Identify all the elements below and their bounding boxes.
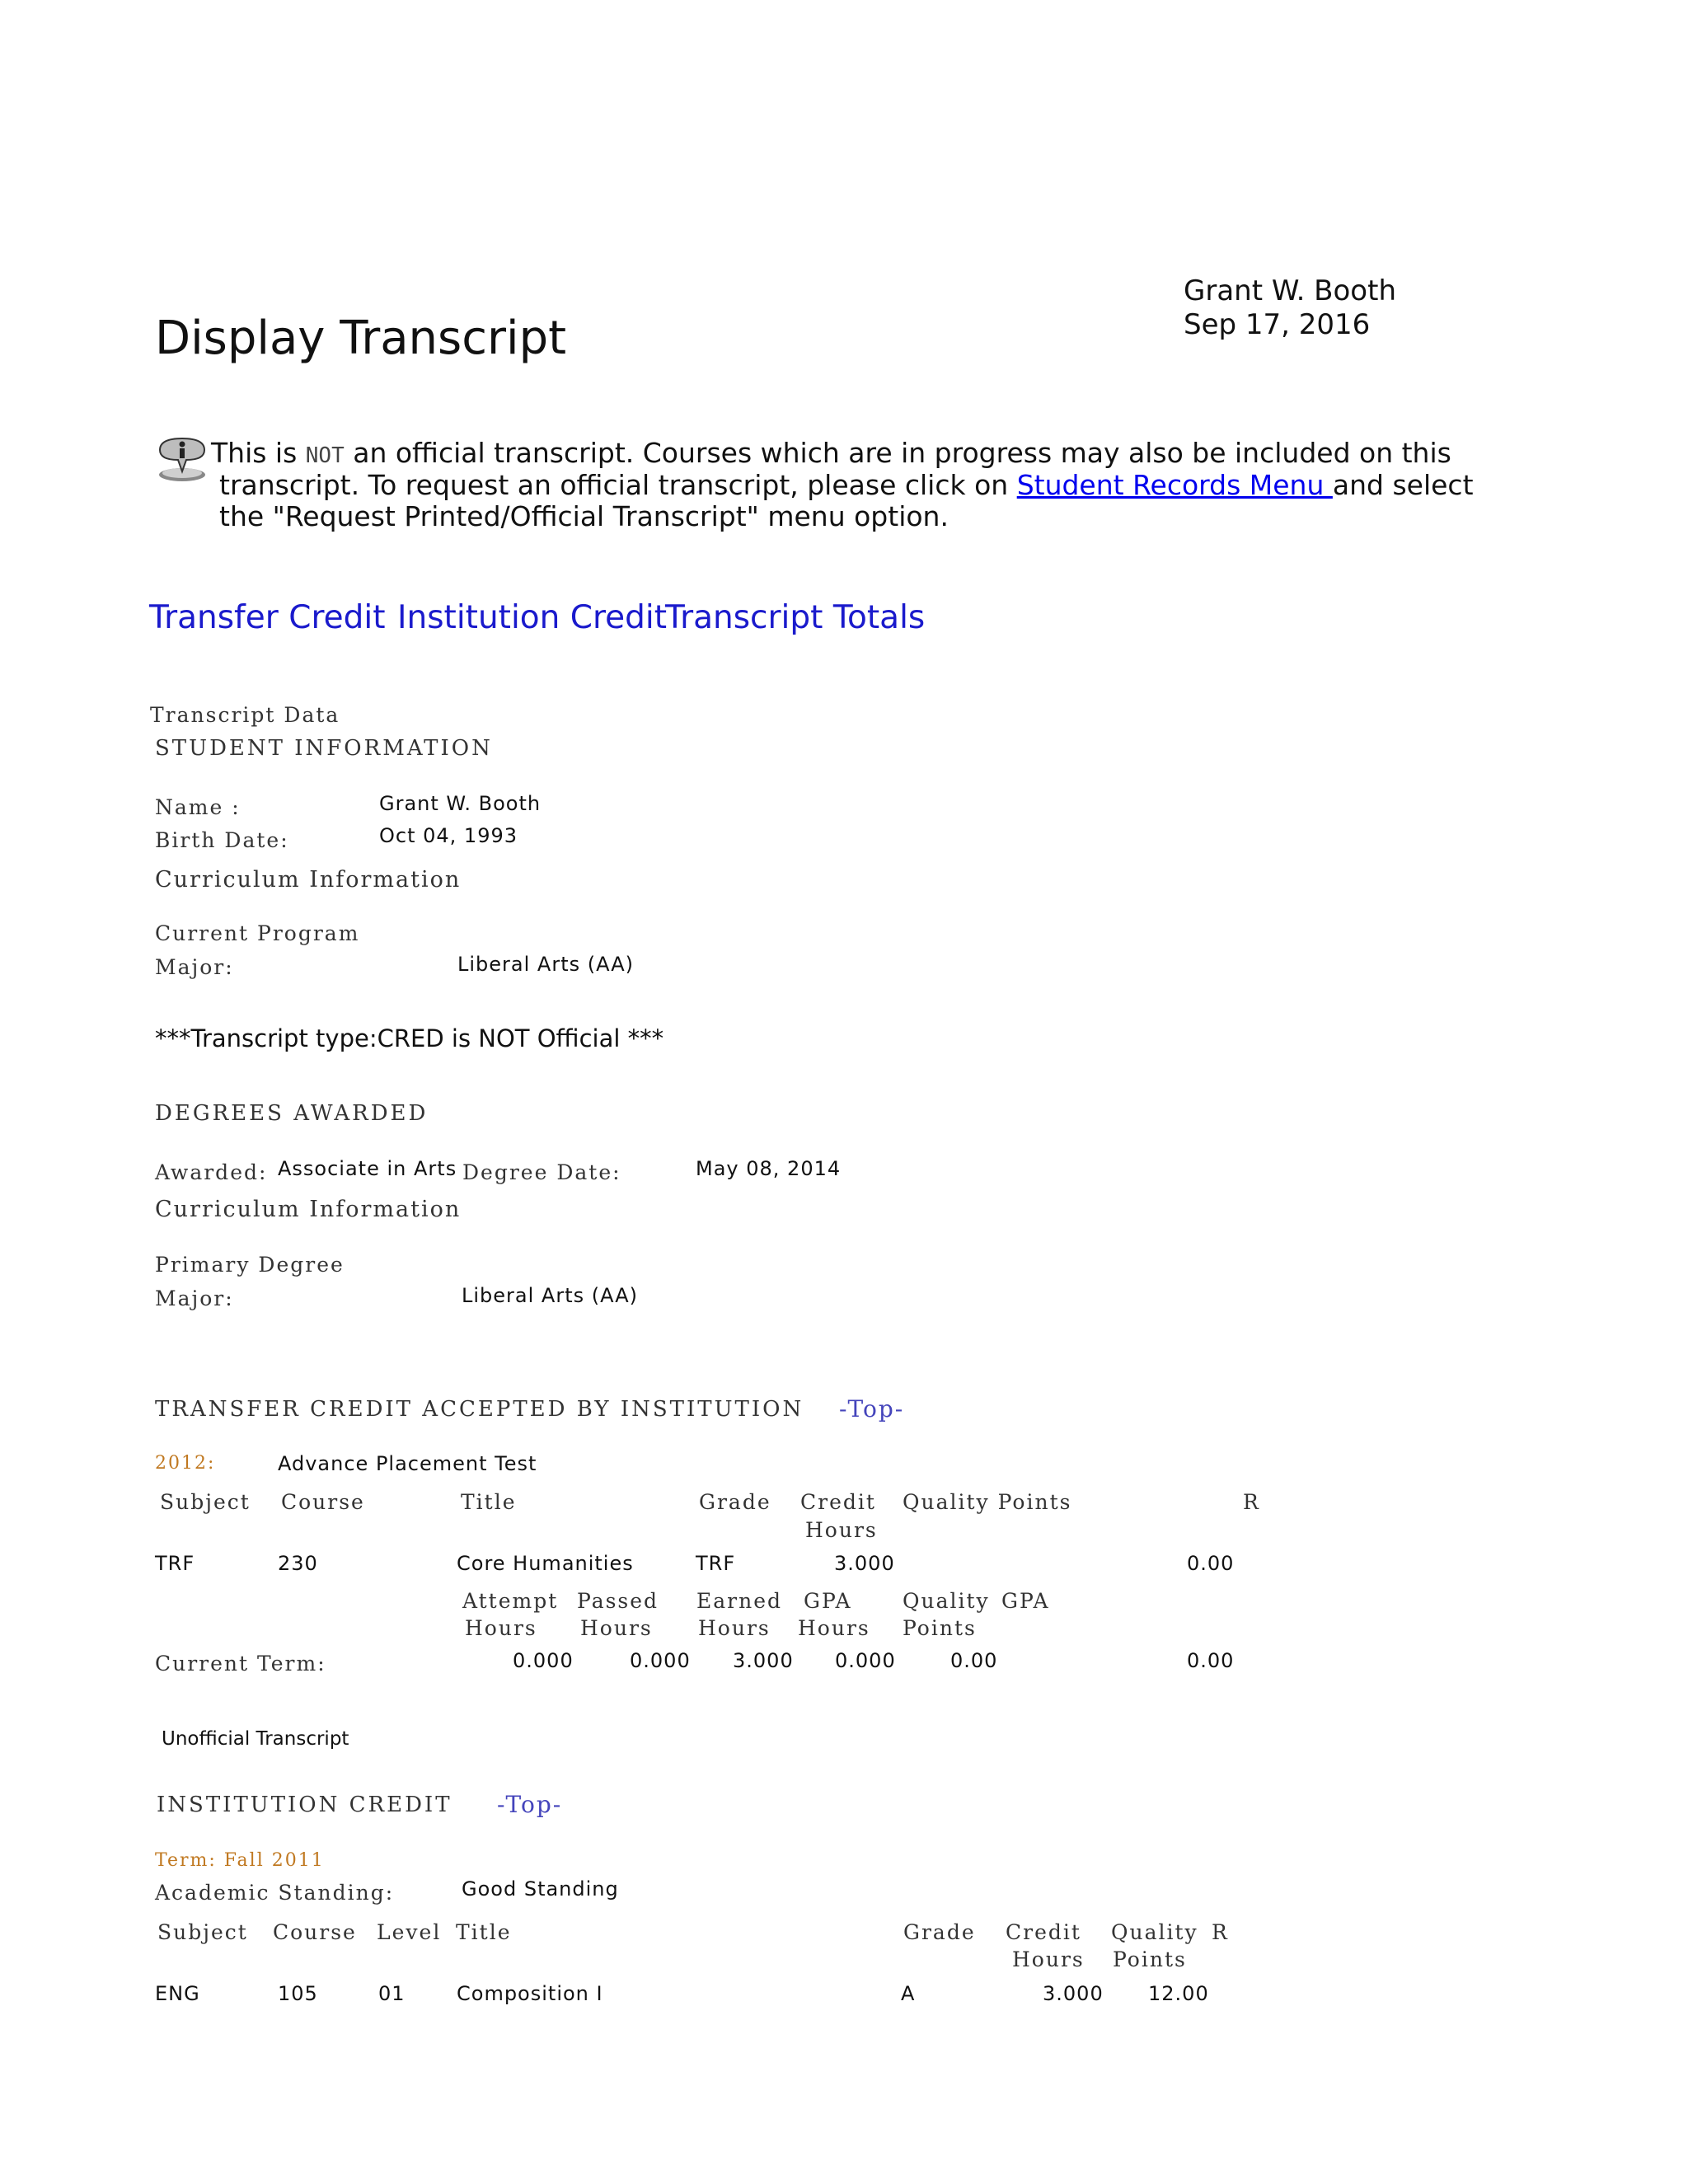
student-records-menu-link[interactable]: Student Records Menu xyxy=(1016,469,1333,501)
notice-text: and select xyxy=(1332,469,1474,501)
col-title: Title xyxy=(461,1490,517,1514)
curriculum-info-label: Curriculum Information xyxy=(155,867,462,893)
current-term-attempt: 0.000 xyxy=(513,1649,574,1672)
transcript-totals-link[interactable]: Transcript Totals xyxy=(665,599,926,636)
col-grade: Grade xyxy=(699,1490,771,1514)
totals-col-attempt: Attempt xyxy=(462,1589,559,1613)
institution-credit-link[interactable]: Institution Credit xyxy=(397,599,668,636)
header-date: Sep 17, 2016 xyxy=(1184,308,1371,341)
inst-col-r: R xyxy=(1212,1920,1229,1944)
user-name: Grant W. Booth xyxy=(1184,274,1396,307)
transfer-source: Advance Placement Test xyxy=(278,1452,537,1475)
degrees-awarded-heading: DEGREES AWARDED xyxy=(155,1101,429,1126)
awarded-label: Awarded: xyxy=(155,1160,268,1184)
totals-col-hours-2: Hours xyxy=(580,1616,653,1640)
inst-row-course: 105 xyxy=(278,1982,318,2005)
birth-date-label: Birth Date: xyxy=(155,828,289,852)
notice-text: This is xyxy=(211,437,306,469)
transcript-data-label: Transcript Data xyxy=(150,703,340,727)
inst-row-grade: A xyxy=(901,1982,916,2005)
name-label: Name : xyxy=(155,795,241,819)
primary-degree-label: Primary Degree xyxy=(155,1253,345,1277)
current-term-gpa-hours: 0.000 xyxy=(835,1649,896,1672)
major-label: Major: xyxy=(155,955,234,979)
col-quality-points: Quality Points xyxy=(903,1490,1072,1514)
institution-credit-heading: INSTITUTION CREDIT xyxy=(157,1793,452,1817)
info-icon xyxy=(155,435,209,488)
inst-row-level: 01 xyxy=(378,1982,406,2005)
academic-standing-value: Good Standing xyxy=(462,1877,619,1900)
inst-row-subject: ENG xyxy=(155,1982,200,2005)
major-value: Liberal Arts (AA) xyxy=(457,953,634,976)
inst-row-title: Composition I xyxy=(457,1982,603,2005)
unofficial-transcript-label: Unofficial Transcript xyxy=(162,1728,349,1750)
col-r: R xyxy=(1243,1490,1260,1514)
inst-col-level: Level xyxy=(377,1920,442,1944)
transfer-row-subject: TRF xyxy=(155,1552,195,1575)
inst-col-title: Title xyxy=(456,1920,512,1944)
col-credit: Credit xyxy=(800,1490,876,1514)
totals-col-gpa-2: GPA xyxy=(1001,1589,1050,1613)
col-course: Course xyxy=(281,1490,365,1514)
col-subject: Subject xyxy=(160,1490,251,1514)
col-hours: Hours xyxy=(805,1518,878,1542)
totals-col-gpa: GPA xyxy=(804,1589,852,1613)
not-emphasis: NOT xyxy=(305,443,345,468)
current-term-passed: 0.000 xyxy=(630,1649,691,1672)
notice-text: transcript. To request an official transcript, please click on xyxy=(219,469,1017,501)
student-info-heading: STUDENT INFORMATION xyxy=(155,736,493,761)
birth-date-value: Oct 04, 1993 xyxy=(379,824,518,847)
inst-col-course: Course xyxy=(273,1920,357,1944)
current-term-earned: 3.000 xyxy=(733,1649,794,1672)
awarded-value: Associate in Arts xyxy=(278,1157,457,1180)
degree-date-value: May 08, 2014 xyxy=(696,1157,842,1180)
name-value: Grant W. Booth xyxy=(379,792,542,815)
transfer-row-title: Core Humanities xyxy=(457,1552,634,1575)
notice-line-1 xyxy=(211,438,1451,471)
totals-col-points: Points xyxy=(903,1616,977,1640)
degree-major-label: Major: xyxy=(155,1286,234,1310)
transfer-year: 2012: xyxy=(155,1453,216,1474)
totals-col-hours-1: Hours xyxy=(465,1616,537,1640)
inst-col-hours: Hours xyxy=(1012,1947,1085,1971)
totals-col-passed: Passed xyxy=(577,1589,659,1613)
inst-row-credit-hours: 3.000 xyxy=(1043,1982,1104,2005)
transfer-credit-link[interactable]: Transfer Credit xyxy=(149,599,386,636)
current-term-quality-points: 0.00 xyxy=(950,1649,998,1672)
transfer-credit-heading: TRANSFER CREDIT ACCEPTED BY INSTITUTION xyxy=(155,1397,804,1422)
inst-col-subject: Subject xyxy=(157,1920,248,1944)
transfer-row-credit-hours: 3.000 xyxy=(834,1552,895,1575)
transcript-type-notice: ***Transcript type:CRED is NOT Official *** xyxy=(155,1024,664,1052)
notice-line-2 xyxy=(219,470,1474,501)
totals-col-hours-3: Hours xyxy=(698,1616,771,1640)
transfer-row-grade: TRF xyxy=(696,1552,736,1575)
transfer-row-course: 230 xyxy=(278,1552,318,1575)
notice-text: an official transcript. Courses which are in progress may also be included on this xyxy=(344,437,1451,469)
transfer-row-quality-points: 0.00 xyxy=(1187,1552,1235,1575)
notice-line-3: the "Request Printed/Official Transcript" menu option. xyxy=(219,500,949,532)
inst-col-grade: Grade xyxy=(903,1920,976,1944)
inst-col-quality: Quality xyxy=(1111,1920,1198,1944)
current-term-gpa: 0.00 xyxy=(1187,1649,1235,1672)
totals-col-earned: Earned xyxy=(696,1589,783,1613)
inst-col-credit: Credit xyxy=(1006,1920,1081,1944)
totals-col-quality: Quality xyxy=(903,1589,990,1613)
degree-major-value: Liberal Arts (AA) xyxy=(462,1284,638,1307)
institution-top-link[interactable]: -Top- xyxy=(497,1791,563,1818)
degree-curriculum-label: Curriculum Information xyxy=(155,1197,462,1222)
totals-col-hours-4: Hours xyxy=(798,1616,870,1640)
inst-row-quality-points: 12.00 xyxy=(1148,1982,1209,2005)
degree-date-label: Degree Date: xyxy=(462,1160,621,1184)
current-term-label: Current Term: xyxy=(155,1652,326,1675)
page-title: Display Transcript xyxy=(155,312,567,365)
academic-standing-label: Academic Standing: xyxy=(155,1881,395,1905)
transfer-top-link[interactable]: -Top- xyxy=(839,1395,905,1422)
institution-term: Term: Fall 2011 xyxy=(155,1850,325,1871)
current-program-label: Current Program xyxy=(155,921,360,945)
inst-col-points: Points xyxy=(1113,1947,1187,1971)
